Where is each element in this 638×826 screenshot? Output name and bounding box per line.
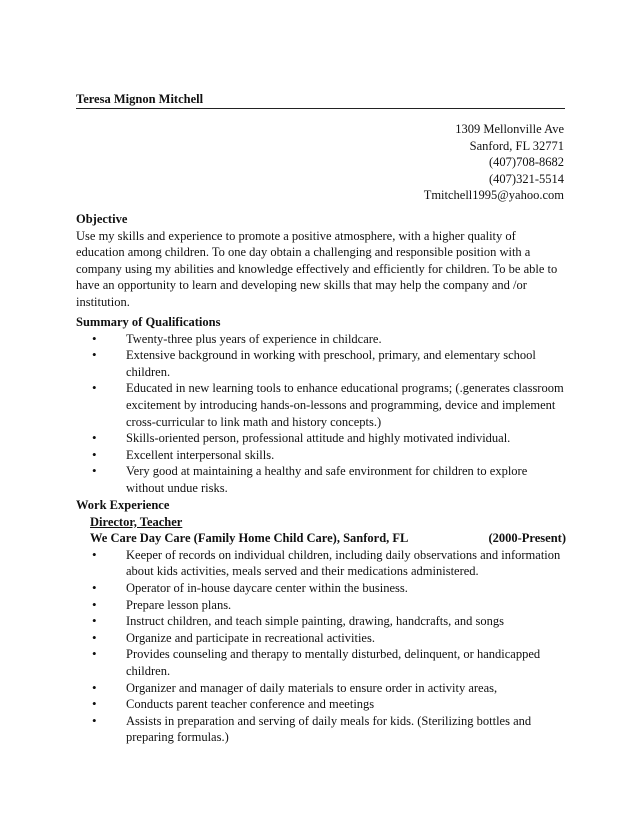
contact-block xyxy=(424,121,564,204)
contact-street: 1309 Mellonville Ave xyxy=(455,122,564,136)
contact-city: Sanford, FL 32771 xyxy=(469,138,564,153)
summary-section xyxy=(76,314,566,497)
job-title-row xyxy=(76,514,566,531)
employer-row xyxy=(76,530,566,547)
list-item: • Educated in new learning tools to enhance educational programs; (.generates classroom excitement by introducing hands-on-lessons and programming, device and implement cross-curricular to link math and history concepts.) xyxy=(90,380,566,430)
job-title: Director, Teacher xyxy=(90,514,183,529)
contact-phone-2: (407)321-5514 xyxy=(489,171,564,186)
list-item: • Extensive background in working with preschool, primary, and elementary school children. xyxy=(90,347,566,380)
list-item: • Twenty-three plus years of experience in childcare. xyxy=(90,331,566,348)
list-item: • Very good at maintaining a healthy and safe environment for children to explore without undue risks. xyxy=(90,463,566,496)
list-item: • Prepare lesson plans. xyxy=(90,597,566,614)
employer-name: We Care Day Care (Family Home Child Care), Sanford, FL xyxy=(90,531,409,546)
resume-name: Teresa Mignon Mitchell xyxy=(76,92,565,109)
summary-heading: Summary of Qualifications xyxy=(76,315,221,329)
list-item: • Organize and participate in recreational activities. xyxy=(90,630,566,647)
list-item: • Assists in preparation and serving of daily meals for kids. (Sterilizing bottles and preparing formulas.) xyxy=(90,713,566,746)
summary-list xyxy=(76,331,566,497)
list-item: • Provides counseling and therapy to mentally disturbed, delinquent, or handicapped children. xyxy=(90,646,566,679)
work-duties-list xyxy=(76,547,566,746)
list-item: • Instruct children, and teach simple painting, drawing, handcrafts, and songs xyxy=(90,613,566,630)
objective-section xyxy=(76,211,566,311)
objective-text: Use my skills and experience to promote a positive atmosphere, with a higher quality of education among children. To one day obtain a challenging and responsible position with a company using my abilities and knowledge effectively and efficiently for children. To be able to have an opportunity to learn and developing new skills that may help the company and /or institution. xyxy=(76,228,558,309)
contact-phone-1: (407)708-8682 xyxy=(489,155,564,170)
job-dates: (2000-Present) xyxy=(488,531,566,546)
work-section xyxy=(76,497,566,746)
objective-heading: Objective xyxy=(76,212,128,226)
list-item: • Conducts parent teacher conference and meetings xyxy=(90,696,566,713)
contact-email: Tmitchell1995@yahoo.com xyxy=(423,188,564,203)
list-item: • Skills-oriented person, professional attitude and highly motivated individual. xyxy=(90,430,566,447)
list-item: • Excellent interpersonal skills. xyxy=(90,447,566,464)
work-heading: Work Experience xyxy=(76,498,170,512)
list-item: • Operator of in-house daycare center within the business. xyxy=(90,580,566,597)
list-item: • Organizer and manager of daily materials to ensure order in activity areas, xyxy=(90,680,566,697)
list-item: • Keeper of records on individual children, including daily observations and information about kids activities, meals served and their medications administered. xyxy=(90,547,566,580)
